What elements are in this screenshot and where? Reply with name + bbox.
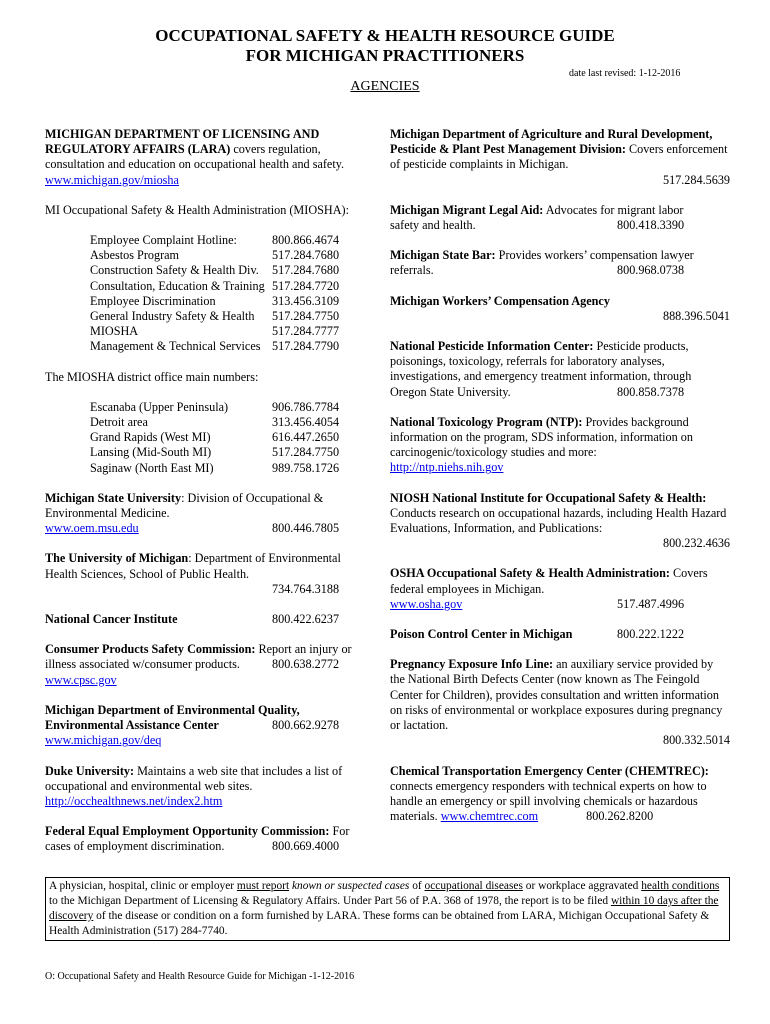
miosha-list (90, 233, 370, 355)
cpsc-name: Consumer Products Safety Commission: (45, 642, 256, 657)
um-entry (45, 551, 370, 597)
ntp-name: National Toxicology Program (NTP): (390, 414, 583, 429)
deq-entry (45, 703, 370, 749)
reporting-notice: A physician, hospital, clinic or employer must report known or suspected cases of occupational diseases or workplace aggravated health conditions to the Michigan Department of Licensing & Regulatory Affairs. Under Part 56 of P.A. 368 of 1978, the report is to be filed within 10 days after the discovery of the disease or condition on a form furnished by LARA. These forms can be obtained from LARA, Michigan Occupational Safety & Health Administration (517) 284-7740. (45, 877, 730, 941)
um-desc: : Department of Environmental Health Sciences, School of Public Health. (45, 551, 341, 581)
mdard-entry (390, 127, 730, 188)
bar-name: Michigan State Bar: (390, 248, 496, 263)
bar-entry (390, 248, 730, 278)
npic-name: National Pesticide Information Center: (390, 339, 594, 354)
ntp-entry (390, 415, 730, 476)
eeoc-name: Federal Equal Employment Opportunity Commission: (45, 824, 330, 839)
nci-entry (45, 612, 370, 627)
pregnancy-desc: an auxiliary service provided by the National Birth Defects Center (now known as The Feingold Center for Children), provides consultation and written information on risks of environmental or workplace exposures during pregnancy or lactation. (390, 657, 723, 733)
wca-name: Michigan Workers’ Compensation Agency (390, 293, 610, 308)
nci-name: National Cancer Institute (45, 612, 178, 627)
chemtrec-name: Chemical Transportation Emergency Center (CHEMTREC): (390, 763, 709, 778)
lara-desc: covers regulation, consultation and education on occupational health and safety. (45, 142, 345, 172)
msu-phone: 800.446.7805 (272, 521, 340, 536)
npic-phone: 800.858.7378 (617, 384, 685, 399)
miosha-line: Management & Technical Services 517.284.7790 (90, 339, 340, 354)
msu-entry (45, 491, 370, 537)
um-phone: 734.764.3188 (272, 581, 340, 596)
miosha-line: Employee Discrimination 313.456.3109 (90, 293, 340, 308)
right-column (390, 127, 730, 839)
eeoc-phone: 800.669.4000 (272, 839, 340, 854)
osha-entry (390, 566, 730, 612)
district-line: Lansing (Mid-South MI) 517.284.7750 (90, 445, 340, 460)
pregnancy-entry (390, 657, 730, 748)
district-line: Detroit area 313.456.4054 (90, 415, 340, 430)
niosh-entry (390, 491, 730, 552)
niosh-desc: Conducts research on occupational hazards, including Health Hazard Evaluations, Information, and Publications: (390, 505, 727, 536)
osha-name: OSHA Occupational Safety & Health Administration: (390, 566, 670, 581)
miosha-line: MIOSHA 517.284.7777 (90, 324, 340, 339)
mdard-name: Michigan Department of Agriculture and Rural Development, Pesticide & Plant Pest Management Division: (390, 127, 713, 157)
mdard-desc: Covers enforcement of pesticide complaints in Michigan. (390, 142, 728, 172)
pregnancy-phone: 800.332.5014 (662, 733, 730, 748)
osha-desc: Covers federal employees in Michigan. (390, 566, 708, 596)
miosha-intro: MI Occupational Safety & Health Administration (MIOSHA): (45, 202, 349, 217)
cpsc-desc-2: illness associated w/consumer products. (45, 657, 240, 672)
cpsc-phone: 800.638.2772 (272, 657, 340, 672)
page-footer: O: Occupational Safety and Health Resource Guide for Michigan -1-12-2016 (45, 971, 355, 982)
district-intro: The MIOSHA district office main numbers: (45, 369, 259, 384)
cpsc-entry (45, 642, 370, 688)
niosh-phone: 800.232.4636 (662, 536, 730, 551)
deq-name-2: Environmental Assistance Center (45, 718, 219, 733)
miosha-entry (45, 203, 370, 355)
duke-entry (45, 764, 370, 810)
eeoc-entry (45, 824, 370, 854)
occupational-diseases: occupational diseases (424, 880, 523, 892)
osha-phone: 517.487.4996 (617, 596, 685, 611)
migrant-phone: 800.418.3390 (617, 218, 685, 233)
wca-phone: 888.396.5041 (662, 308, 730, 323)
duke-name: Duke University: (45, 763, 135, 778)
migrant-desc: Advocates for migrant labor (543, 202, 684, 217)
npic-entry (390, 339, 730, 400)
miosha-line: Asbestos Program 517.284.7680 (90, 248, 340, 263)
title-line-1: OCCUPATIONAL SAFETY & HEALTH RESOURCE GUIDE (155, 26, 615, 45)
district-entry (45, 370, 370, 476)
cpsc-desc: Report an injury or (255, 642, 352, 657)
left-column (45, 127, 370, 870)
ntp-desc: Provides background information on the program, SDS information, information on carcinogenic/toxicology studies and more: (390, 414, 693, 460)
npic-desc: Pesticide products, poisonings, toxicology, referrals for laboratory analyses, investigations, and emergency treatment information, through (390, 339, 692, 384)
chemtrec-desc: connects emergency responders with technical experts on how to handle an emergency or spill involving chemicals or hazardous materials. (390, 778, 707, 824)
deq-name-1: Michigan Department of Environmental Quality, (45, 702, 300, 717)
poison-entry (390, 627, 730, 642)
cpsc-link[interactable]: www.cpsc.gov (45, 672, 117, 687)
eeoc-desc-2: cases of employment discrimination. (45, 839, 225, 854)
lara-abbr: (LARA) (184, 142, 231, 157)
health-conditions: health conditions (641, 880, 720, 892)
poison-phone: 800.222.1222 (617, 627, 685, 642)
lara-link[interactable]: www.michigan.gov/miosha (45, 172, 179, 187)
district-line: Saginaw (North East MI) 989.758.1726 (90, 460, 340, 475)
revision-date: date last revised: 1-12-2016 (569, 68, 681, 79)
deq-phone: 800.662.9278 (272, 718, 340, 733)
bar-desc: Provides workers’ compensation lawyer (495, 248, 694, 263)
bar-phone: 800.968.0738 (617, 263, 685, 278)
eeoc-desc: For (329, 824, 350, 839)
section-heading: AGENCIES (350, 79, 420, 94)
within-10-days: within 10 days after the discovery (49, 895, 719, 922)
chemtrec-link[interactable]: www.chemtrec.com (440, 809, 539, 824)
district-line: Grand Rapids (West MI) 616.447.2650 (90, 430, 340, 445)
osha-link[interactable]: www.osha.gov (390, 596, 463, 611)
nci-phone: 800.422.6237 (272, 612, 340, 627)
msu-link[interactable]: www.oem.msu.edu (45, 521, 139, 536)
msu-desc: : Division of Occupational & Environmental Medicine. (45, 490, 324, 521)
chemtrec-phone: 800.262.8200 (586, 809, 654, 824)
migrant-desc-2: safety and health. (390, 218, 476, 233)
district-line: Escanaba (Upper Peninsula) 906.786.7784 (90, 399, 340, 414)
duke-link[interactable]: http://occhealthnews.net/index2.htm (45, 793, 223, 808)
chemtrec-entry (390, 764, 730, 825)
district-list (90, 400, 370, 476)
poison-name: Poison Control Center in Michigan (390, 627, 573, 642)
migrant-entry (390, 203, 730, 233)
miosha-line: Construction Safety & Health Div. 517.284.7680 (90, 263, 340, 278)
title-line-2: FOR MICHIGAN PRACTITIONERS (245, 46, 525, 65)
niosh-name: NIOSH National Institute for Occupational Safety & Health: (390, 490, 707, 505)
page-title (0, 26, 770, 66)
lara-name: MICHIGAN DEPARTMENT OF LICENSING AND REGULATORY AFFAIRS (45, 127, 320, 157)
must-report: must report (236, 880, 290, 892)
mdard-phone: 517.284.5639 (662, 172, 730, 187)
bar-desc-2: referrals. (390, 263, 434, 278)
known-cases: known or suspected cases (291, 880, 410, 892)
duke-desc: Maintains a web site that includes a list of occupational and environmental web sites. (45, 763, 343, 793)
um-name: The University of Michigan (45, 551, 189, 566)
ntp-link[interactable]: http://ntp.niehs.nih.gov (390, 460, 504, 475)
pregnancy-name: Pregnancy Exposure Info Line: (390, 657, 554, 672)
lara-entry (45, 127, 370, 188)
miosha-line: Consultation, Education & Training 517.284.7720 (90, 278, 340, 293)
npic-desc-2: Oregon State University. (390, 384, 511, 399)
msu-name: Michigan State University (45, 490, 182, 505)
wca-entry (390, 294, 730, 324)
miosha-line: Employee Complaint Hotline: 800.866.4674 (90, 233, 340, 248)
deq-link[interactable]: www.michigan.gov/deq (45, 733, 162, 748)
migrant-name: Michigan Migrant Legal Aid: (390, 202, 544, 217)
miosha-line: General Industry Safety & Health 517.284.7750 (90, 309, 340, 324)
